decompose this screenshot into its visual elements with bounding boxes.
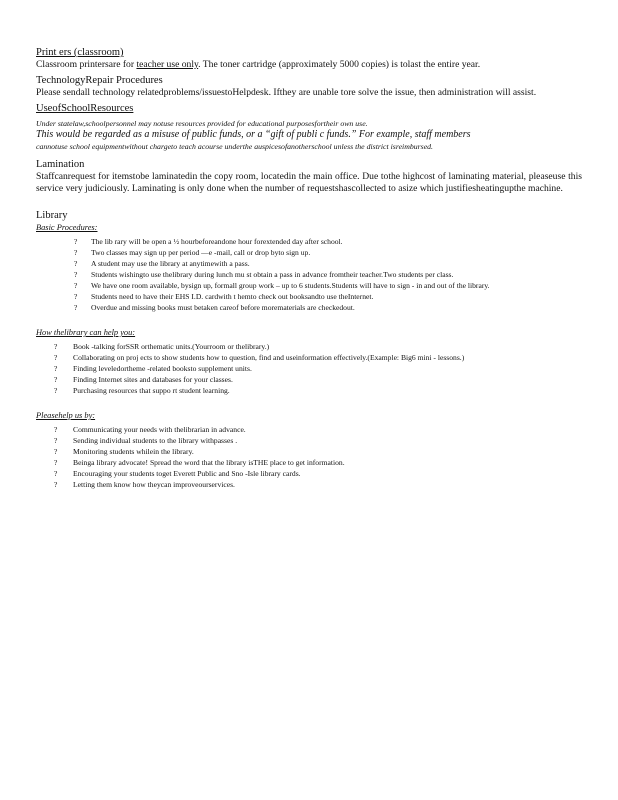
printers-body-post: . The toner cartridge (approximately 5000 copies) is tolast the entire year. [198, 59, 481, 70]
list-item: ? Letting them know how theycan improveourservices. [54, 480, 235, 489]
lamination-title: Lamination [36, 159, 85, 170]
printers-body-underlined: teacher use only [136, 59, 199, 70]
list-item: ? Collaborating on proj ects to show students how to question, find and useinformation effectively.(Example: Big6 mini - lessons.) [54, 353, 465, 362]
bullet-icon: ? [54, 458, 58, 467]
how-library-helps-list [36, 341, 582, 396]
bullet-icon: ? [54, 436, 58, 445]
printers-title [36, 46, 582, 59]
how-library-helps-heading: How thelibrary can help you: [36, 328, 136, 337]
document-page [36, 46, 582, 490]
library-title: Library [36, 210, 68, 221]
bullet-icon: ? [74, 281, 78, 290]
bullet-icon: ? [54, 375, 58, 384]
school-resources-line3: cannotuse school equipmentwithout chargeto teach acourse underthe auspicesofanotherschool unless the district isreimbursed. [36, 142, 434, 151]
bullet-icon: ? [54, 480, 58, 489]
bullet-icon: ? [74, 270, 78, 279]
school-resources-line1: Under statelaw,schoolpersonnel may notuse resources provided for educational purposesfortheir own use. [36, 119, 368, 128]
list-item: ? Two classes may sign up per period —e -mail, call or drop byto sign up. [74, 248, 311, 257]
bullet-icon: ? [54, 386, 58, 395]
please-help-heading: Pleasehelp us by: [36, 411, 96, 420]
basic-procedures-list [36, 236, 582, 313]
printers-body [36, 59, 582, 71]
school-resources-line2: This would be regarded as a misuse of public funds, or a “gift of publi c funds.” For example, staff members [36, 129, 471, 140]
list-item: ? Overdue and missing books must betaken careof before morematerials are checkedout. [74, 303, 355, 312]
list-item: ? Purchasing resources that suppo rt student learning. [54, 386, 230, 395]
bullet-icon: ? [74, 303, 78, 312]
bullet-icon: ? [54, 353, 58, 362]
bullet-icon: ? [74, 248, 78, 257]
list-item: ? Monitoring students whilein the library. [54, 447, 194, 456]
bullet-icon: ? [54, 342, 58, 351]
bullet-icon: ? [54, 447, 58, 456]
printers-body-pre: Classroom printersare for [36, 59, 137, 70]
bullet-icon: ? [54, 364, 58, 373]
list-item: ? Students wishingto use thelibrary during lunch mu st obtain a pass in advance fromtheir teacher.Two students per class. [74, 270, 454, 279]
list-item: ? We have one room available, bysign up, formall group work – up to 6 students.Students will have to sign - in and out of the library. [74, 281, 490, 290]
tech-repair-body: Please sendall technology relatedproblems/issuestoHelpdesk. Ifthey are unable tore solve the issue, then administration will assist. [36, 87, 537, 98]
list-item: ? Finding Internet sites and databases for your classes. [54, 375, 233, 384]
bullet-icon: ? [74, 259, 78, 268]
list-item: ? Sending individual students to the library withpasses . [54, 436, 238, 445]
tech-repair-title: TechnologyRepair Procedures [36, 75, 163, 86]
printers-title-text: Print ers (classroom) [36, 47, 124, 58]
basic-procedures-heading: Basic Procedures: [36, 223, 98, 232]
bullet-icon: ? [54, 469, 58, 478]
list-item: ? A student may use the library at anytimewith a pass. [74, 259, 250, 268]
please-help-list [36, 424, 582, 490]
list-item: ? Book -talking forSSR orthematic units.(Yourroom or thelibrary.) [54, 342, 270, 351]
list-item: ? The lib rary will be open a ½ hourbeforeandone hour forextended day after school. [74, 237, 343, 246]
bullet-icon: ? [74, 292, 78, 301]
list-item: ? Communicating your needs with thelibrarian in advance. [54, 425, 246, 434]
list-item: ? Encouraging your students toget Everett Public and Sno -Isle library cards. [54, 469, 301, 478]
bullet-icon: ? [54, 425, 58, 434]
list-item: ? Students need to have their EHS I.D. cardwith t hemto check out booksandto use theInternet. [74, 292, 374, 301]
list-item: ? Finding leveledortheme -related booksto supplement units. [54, 364, 252, 373]
lamination-body: Staffcanrequest for itemstobe laminatedin the copy room, locatedin the main office. Due tothe highcost of laminating material, pleaseuse this service very judiciously. Laminating is only done when the number of requestshascollected to asize which justifiesheatingupthe machine. [36, 171, 582, 194]
list-item: ? Beinga library advocate! Spread the word that the library isTHE place to get information. [54, 458, 345, 467]
bullet-icon: ? [74, 237, 78, 246]
school-resources-title: UseofSchoolResources [36, 103, 134, 114]
